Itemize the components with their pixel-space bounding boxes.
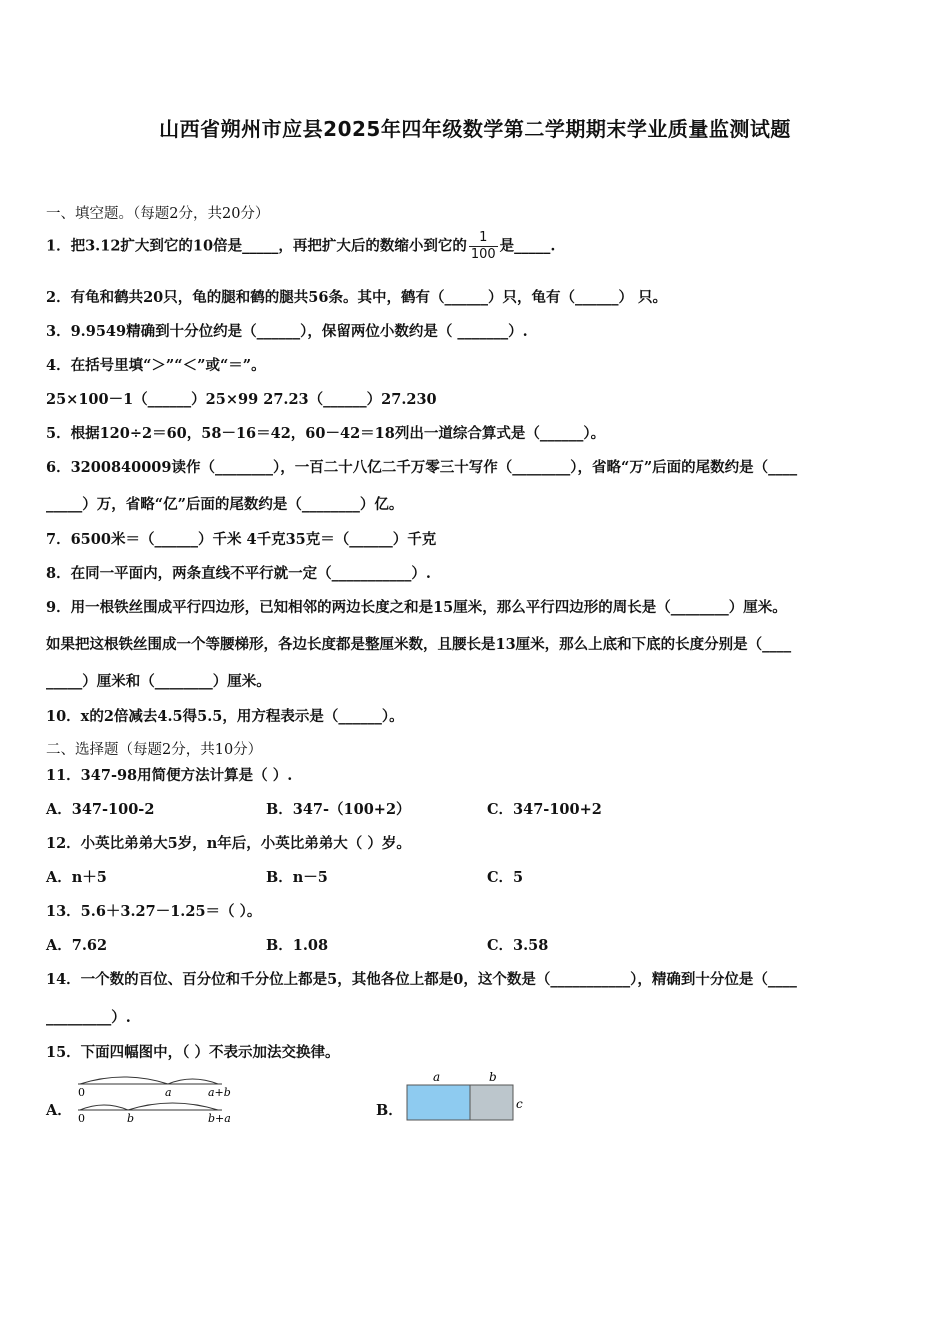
section-1-heading: 一、填空题。（每题2分，共20分） — [46, 206, 270, 222]
label-b: b — [489, 1070, 497, 1084]
question-14-line-2: _________）. — [46, 1009, 131, 1026]
question-9-line-2: 如果把这根铁丝围成一个等腰梯形，各边长度都是整厘米数，且腰长是13厘米，那么上底和下底的长度分别是（____ — [46, 636, 792, 653]
q12-option-b[interactable]: B．n－5 — [266, 869, 328, 886]
rect-b-part — [470, 1085, 513, 1120]
label-a-top: a — [165, 1086, 172, 1099]
question-5: 5．根据120÷2＝60，58－16＝42，60－42＝18列出一道综合算式是（______）。 — [46, 425, 606, 442]
label-b-bottom: b — [127, 1112, 135, 1125]
label-b-plus-a: b+a — [208, 1112, 231, 1125]
q11-option-a[interactable]: A．347-100-2 — [46, 801, 155, 818]
question-8: 8．在同一平面内，两条直线不平行就一定（___________）. — [46, 565, 431, 582]
q12-option-c[interactable]: C．5 — [487, 869, 524, 886]
question-13: 13．5.6＋3.27－1.25＝（ ）。 — [46, 903, 262, 920]
rectangle-area-figure — [400, 1068, 540, 1124]
question-2: 2．有龟和鹤共20只，龟的腿和鹤的腿共56条。其中，鹤有（______）只，龟有（______） 只。 — [46, 289, 667, 306]
question-14-line-1: 14．一个数的百位、百分位和千分位上都是5，其他各位上都是0，这个数是（___________），精确到十分位是（____ — [46, 971, 797, 988]
question-11: 11．347-98用简便方法计算是（ ）. — [46, 767, 293, 784]
question-4: 4．在括号里填“＞”“＜”或“＝”。 — [46, 357, 266, 374]
question-4-items: 25×100－1（______）25×99 27.23（______）27.230 — [46, 391, 437, 408]
section-2-heading: 二、选择题（每题2分，共10分） — [46, 742, 263, 758]
question-3: 3．9.9549精确到十分位约是（______），保留两位小数约是（ _______）. — [46, 323, 528, 340]
fraction-numerator: 1 — [469, 230, 498, 247]
q15-option-b[interactable]: B． — [376, 1102, 403, 1119]
arc-a-bottom — [128, 1103, 218, 1110]
label-zero-top: 0 — [78, 1086, 85, 1099]
question-7: 7．6500米＝（______）千米 4千克35克＝（______）千克 — [46, 531, 437, 548]
question-1-text-b: 是_____. — [499, 237, 556, 255]
label-a-plus-b: a+b — [208, 1086, 231, 1099]
q13-option-a[interactable]: A．7.62 — [46, 937, 108, 954]
q11-option-c[interactable]: C．347-100+2 — [487, 801, 602, 818]
number-line-figure — [72, 1072, 242, 1128]
arc-b — [168, 1079, 218, 1084]
arc-b-bottom — [80, 1105, 128, 1110]
rect-a-part — [407, 1085, 470, 1120]
q15-option-a[interactable]: A． — [46, 1102, 72, 1119]
question-10: 10．x的2倍减去4.5得5.5，用方程表示是（______）。 — [46, 708, 404, 725]
label-c: c — [516, 1097, 523, 1111]
arc-a — [80, 1077, 168, 1084]
question-6-line-2: _____）万，省略“亿”后面的尾数约是（________）亿。 — [46, 496, 404, 513]
page-title: 山西省朔州市应县2025年四年级数学第二学期期末学业质量监测试题 — [159, 117, 791, 141]
question-6-line-1: 6．3200840009读作（________），一百二十八亿二千万零三十写作（________），省略“万”后面的尾数约是（____ — [46, 459, 798, 476]
q11-option-b[interactable]: B．347-（100+2） — [266, 801, 411, 818]
fraction-denominator: 100 — [470, 247, 496, 262]
label-zero-bottom: 0 — [78, 1112, 85, 1125]
fraction-one-hundredth — [469, 230, 498, 263]
q13-option-b[interactable]: B．1.08 — [266, 937, 329, 954]
question-12: 12．小英比弟弟大5岁，n年后，小英比弟弟大（ ）岁。 — [46, 835, 411, 852]
question-9-line-3: _____）厘米和（________）厘米。 — [46, 673, 271, 690]
question-9-line-1: 9．用一根铁丝围成平行四边形，已知相邻的两边长度之和是15厘米，那么平行四边形的周长是（________）厘米。 — [46, 599, 787, 616]
label-a: a — [433, 1070, 441, 1084]
question-1 — [46, 230, 555, 263]
q13-option-c[interactable]: C．3.58 — [487, 937, 549, 954]
question-1-text-a: 1．把3.12扩大到它的10倍是_____，再把扩大后的数缩小到它的 — [46, 237, 467, 255]
question-15: 15．下面四幅图中，（ ）不表示加法交换律。 — [46, 1044, 340, 1061]
q12-option-a[interactable]: A．n＋5 — [46, 869, 107, 886]
